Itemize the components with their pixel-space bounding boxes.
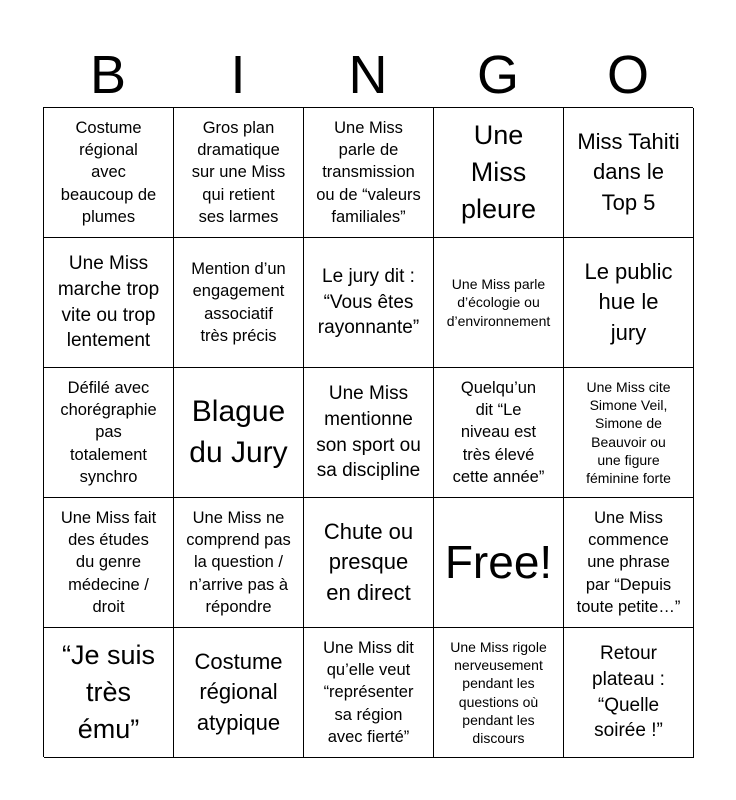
bingo-cell-r1c4[interactable] [434,108,564,238]
cell-text: Chute ou presque en direct [323,518,414,605]
free-space-text: Free! [444,536,553,589]
bingo-cell-r1c5[interactable] [564,108,694,238]
header-letter-b: B [89,45,127,105]
cell-text: Mention d’un engagement associatif très précis [191,259,286,345]
cell-text: “Je suis très ému” [61,639,156,745]
bingo-cell-r4c5[interactable] [564,498,694,628]
bingo-cell-r5c1[interactable] [44,628,174,758]
bingo-board [43,107,693,757]
bingo-cell-r2c4[interactable] [434,238,564,368]
cell-text: Une Miss rigole nerveusement pendant les questions où pendant les discours [450,638,547,746]
bingo-cell-r3c1[interactable] [44,368,174,498]
bingo-cell-r4c1[interactable] [44,498,174,628]
bingo-cell-r2c3[interactable] [304,238,434,368]
cell-text: Une Miss pleure [460,119,537,225]
header-letter-g: G [476,45,519,105]
bingo-cell-r3c4[interactable] [434,368,564,498]
bingo-cell-r3c5[interactable] [564,368,694,498]
cell-text: Blague du Jury [189,395,288,469]
bingo-cell-r3c2[interactable] [174,368,304,498]
cell-text: Retour plateau : “Quelle soirée !” [592,643,665,742]
cell-text: Costume régional avec beaucoup de plumes [60,118,157,226]
bingo-cell-r5c5[interactable] [564,628,694,758]
cell-text: Une Miss dit qu’elle veut “représenter sa région avec fierté” [323,638,414,746]
cell-text: Quelqu’un dit “Le niveau est très élevé cette année” [452,378,545,486]
bingo-cell-r3c3[interactable] [304,368,434,498]
bingo-header [43,42,693,108]
bingo-cell-r2c2[interactable] [174,238,304,368]
bingo-cell-r5c4[interactable] [434,628,564,758]
bingo-cell-r2c1[interactable] [44,238,174,368]
cell-text: Une Miss parle d’écologie ou d’environnement [446,276,551,329]
header-letter-o: O [606,45,649,105]
cell-text: Miss Tahiti dans le Top 5 [577,128,680,215]
cell-text: Une Miss commence une phrase par “Depuis toute petite…” [576,508,681,616]
bingo-cell-r5c3[interactable] [304,628,434,758]
cell-text: Costume régional atypique [194,648,283,735]
cell-text: Une Miss parle de transmission ou de “valeurs familiales” [316,118,421,226]
cell-text: Une Miss cite Simone Veil, Simone de Beauvoir ou une figure féminine forte [586,378,671,486]
bingo-cell-r4c3[interactable] [304,498,434,628]
bingo-cell-r1c1[interactable] [44,108,174,238]
header-letter-i: I [230,45,246,105]
bingo-cell-r2c5[interactable] [564,238,694,368]
cell-text: Une Miss marche trop vite ou trop lentement [57,253,160,352]
cell-text: Le jury dit : “Vous êtes rayonnante” [317,266,420,339]
cell-text: Le public hue le jury [584,258,673,345]
header-letter-n: N [348,45,388,105]
bingo-cell-r5c2[interactable] [174,628,304,758]
bingo-cell-r1c3[interactable] [304,108,434,238]
cell-text: Une Miss mentionne son sport ou sa discipline [316,383,421,482]
cell-text: Une Miss fait des études du genre médecine / droit [60,508,157,616]
cell-text: Une Miss ne comprend pas la question / n’arrive pas à répondre [186,508,291,616]
bingo-cell-r1c2[interactable] [174,108,304,238]
cell-text: Défilé avec chorégraphie pas totalement synchro [60,378,157,486]
bingo-cell-r4c2[interactable] [174,498,304,628]
bingo-cell-free[interactable] [434,498,564,628]
cell-text: Gros plan dramatique sur une Miss qui retient ses larmes [191,118,286,226]
